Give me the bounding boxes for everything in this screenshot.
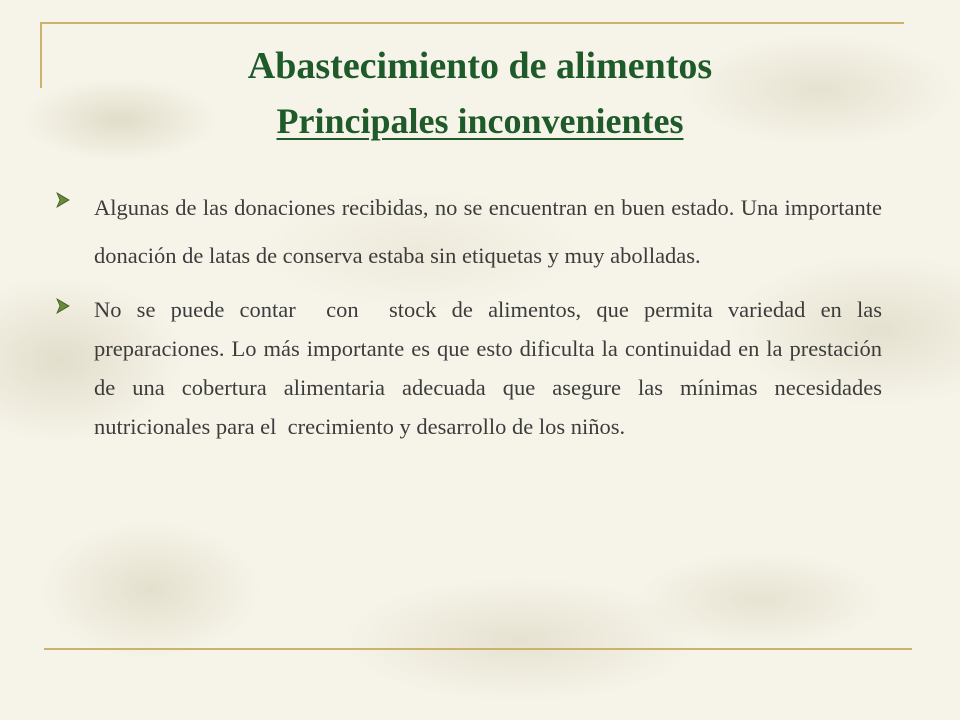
arrowhead-bullet-icon	[56, 192, 70, 208]
bullet-text: No se puede contar con stock de alimentos, que permita variedad en las preparaciones. Lo más importante es que esto dificulta la continuidad en la prestación de una cobertura alimentaria adecuada que asegure las mínimas necesidades nutricionales para el crecimiento y desarrollo de los niños.	[94, 297, 888, 439]
bullet-item	[56, 290, 888, 446]
arrowhead-bullet-icon	[56, 298, 70, 314]
slide-subtitle-wrap	[0, 98, 960, 144]
bullet-list	[56, 184, 888, 446]
frame-bottom-line	[44, 648, 912, 650]
bullet-text: Algunas de las donaciones recibidas, no se encuentran en buen estado. Una importante donación de latas de conserva estaba sin etiquetas y muy abolladas.	[94, 195, 882, 268]
frame-top-line	[40, 22, 904, 24]
slide-subtitle: Principales inconvenientes	[276, 101, 684, 141]
slide-title: Abastecimiento de alimentos	[247, 45, 713, 87]
bullet-item	[56, 184, 882, 280]
